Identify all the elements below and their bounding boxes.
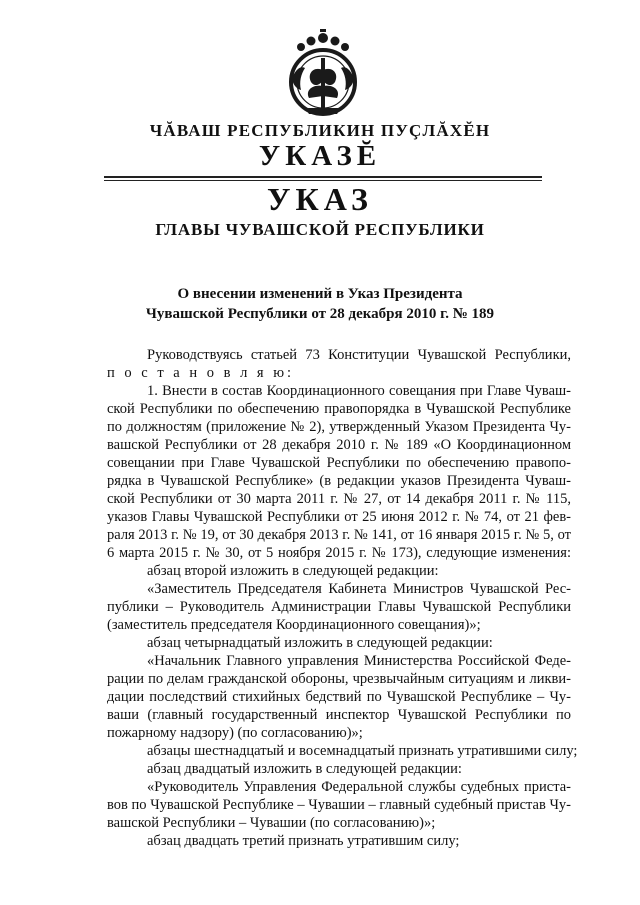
body-line: п о с т а н о в л я ю: [107, 365, 295, 381]
body-line: вашской Республики – Чувашии (по согласованию)»; [107, 815, 436, 831]
body-line: «Заместитель Председателя Кабинета Министров Чувашской Рес- [147, 581, 571, 597]
body-line: абзац второй изложить в следующей редакции: [147, 563, 439, 579]
document-title [110, 284, 530, 324]
body-line: абзац двадцатый изложить в следующей редакции: [147, 761, 462, 777]
document-title-line-1: О внесении изменений в Указ Президента [177, 286, 463, 302]
body-line: абзац четырнадцатый изложить в следующей редакции: [147, 635, 493, 651]
body-line: абзац двадцать третий признать утратившим силу; [147, 833, 460, 849]
body-line: пожарному надзору) (по согласованию)»; [107, 725, 363, 741]
document-title-line-2: Чувашской Республики от 28 декабря 2010 г. № 189 [145, 306, 495, 322]
chuvash-decree-title: УКАЗĔ [258, 140, 382, 172]
body-line: рации по делам гражданской обороны, чрезвычайным ситуациям и ликви- [107, 671, 571, 687]
body-line: по должностям (приложение № 2), утвержденный Указом Президента Чу- [107, 419, 571, 435]
body-line: 6 марта 2015 г. № 30, от 5 ноября 2015 г. № 173), следующие изменения: [107, 545, 571, 561]
body-line: ваши (главный государственный инспектор Чувашской Республики по [107, 707, 571, 723]
body-line: «Начальник Главного управления Министерства Российской Феде- [147, 653, 571, 669]
body-line: (заместитель председателя Координационного совещания)»; [107, 617, 481, 633]
chuvash-emblem-icon [283, 26, 363, 122]
header-divider [104, 176, 542, 178]
body-line: указов Главы Чувашской Республики от 25 июня 2012 г. № 74, от 21 фев- [107, 509, 571, 525]
body-line: совещании при Главе Чувашской Республики по обеспечению правопо- [107, 455, 571, 471]
body-line: раля 2013 г. № 19, от 30 декабря 2013 г. № 141, от 16 января 2015 г. № 5, от [107, 527, 571, 543]
chuvash-header-line: ЧĂВАШ РЕСПУБЛИКИН ПУÇЛĂХĔН [149, 121, 491, 140]
body-line: абзацы шестнадцатый и восемнадцатый признать утратившими силу; [147, 743, 578, 759]
body-line: вашской Республики от 28 декабря 2010 г. № 189 «О Координационном [107, 437, 571, 453]
body-line: Руководствуясь статьей 73 Конституции Чувашской Республики, [147, 347, 571, 363]
body-line: рядка в Чувашской Республике» (в редакции указов Президента Чуваш- [107, 473, 571, 489]
body-line: публики – Руководитель Администрации Главы Чувашской Республики [107, 599, 571, 615]
body-line: 1. Внести в состав Координационного совещания при Главе Чуваш- [147, 383, 571, 399]
body-line: ской Республики от 30 марта 2011 г. № 27, от 14 декабря 2011 г. № 115, [107, 491, 571, 507]
russian-decree-title: УКАЗ [267, 181, 373, 217]
body-line: дации последствий стихийных бедствий по Чувашской Республике – Чу- [107, 689, 571, 705]
body-line: вов по Чувашской Республике – Чувашии – главный судебный пристав Чу- [107, 797, 571, 813]
body-line: «Руководитель Управления Федеральной службы судебных приста- [147, 779, 571, 795]
russian-decree-subtitle: ГЛАВЫ ЧУВАШСКОЙ РЕСПУБЛИКИ [155, 220, 485, 239]
body-line: ской Республики по обеспечению правопорядка в Чувашской Республике [107, 401, 571, 417]
document-body [107, 346, 578, 850]
